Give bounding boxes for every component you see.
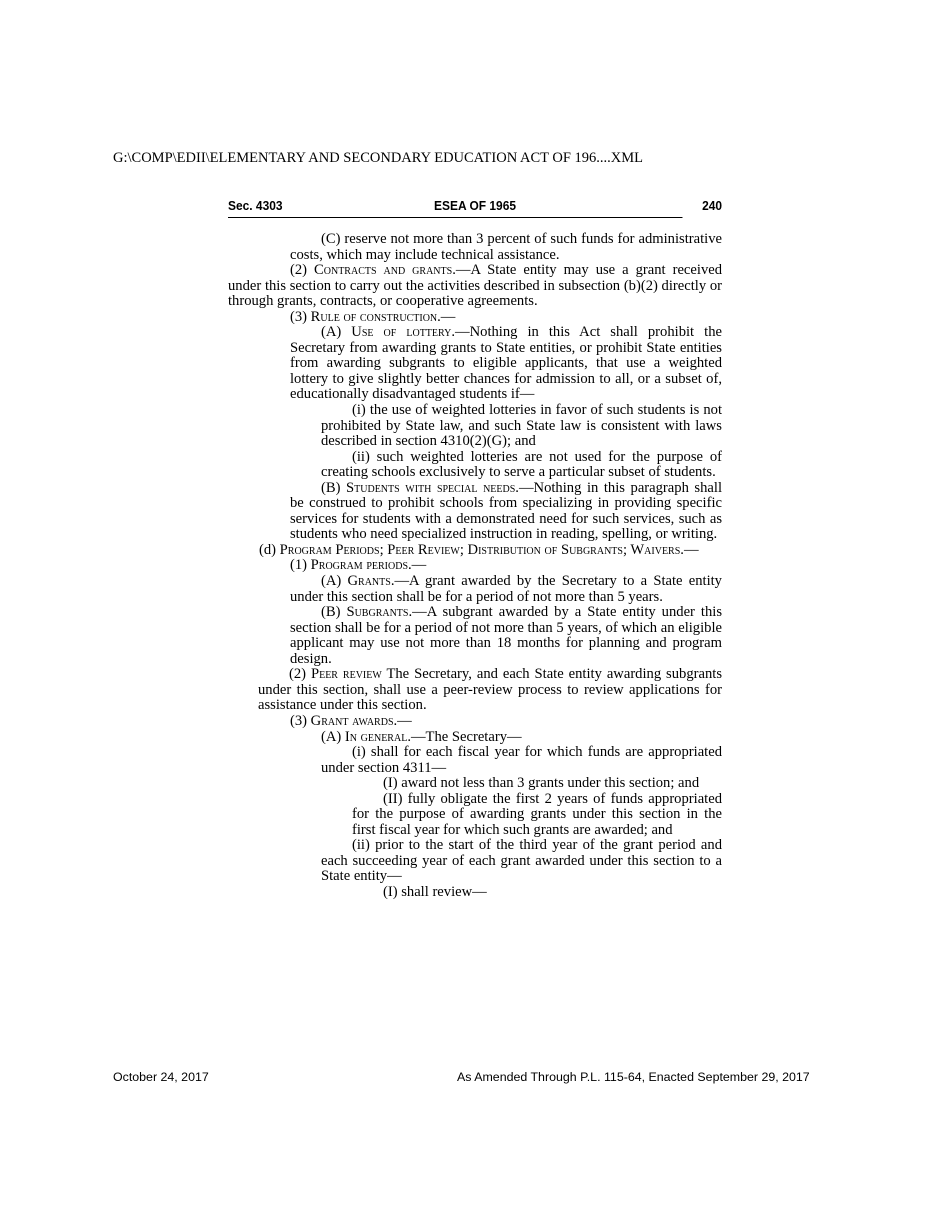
footer-date: October 24, 2017 xyxy=(113,1070,209,1084)
paragraph-a-in-general: (A) In general.—The Secretary— xyxy=(321,728,522,745)
paragraph-a-lottery: (A) Use of lottery.—Nothing in this Act shall prohibit the Secretary from awarding grants to State entities, or prohibit State entities from awarding subgrants to eligible applicants, that use a weighted lottery to give slightly better chances for admission to all, or a subset of, educationally disadvantaged students if— xyxy=(290,324,722,403)
paragraph-3-rule: (3) Rule of construction.— xyxy=(290,308,456,325)
paragraph-2-contracts: (2) Contracts and grants.—A State entity may use a grant received under this section to carry out the activities described in subsection (b)(2) directly or through grants, contracts, or cooperative agreements. xyxy=(228,262,723,310)
paragraph-I-award: (I) award not less than 3 grants under this section; and xyxy=(383,775,700,792)
document-body xyxy=(228,232,722,901)
paragraph-1-program-periods: (1) Program periods.— xyxy=(290,557,427,574)
paragraph-ii-weighted: (ii) such weighted lotteries are not used for the purpose of creating schools exclusively to serve a particular subset of students. xyxy=(321,448,722,481)
paragraph-I-review: (I) shall review— xyxy=(383,883,487,900)
paragraph-ii-prior: (ii) prior to the start of the third year of the grant period and each succeeding year of each grant awarded under this section to a State entity— xyxy=(321,837,722,885)
paragraph-b-special-needs: (B) Students with special needs.—Nothing in this paragraph shall be construed to prohibit schools from specializing in providing specific services for students with a demonstrated need for such services, such as students who need specialized instruction in reading, spelling, or writing. xyxy=(290,479,722,543)
paragraph-i-weighted: (i) the use of weighted lotteries in favor of such students is not prohibited by State law, and such State law is consistent with laws described in section 4310(2)(G); and xyxy=(321,402,722,450)
running-head xyxy=(228,197,723,218)
page-number: 240 xyxy=(702,198,723,213)
section-number: Sec. 4303 xyxy=(228,198,283,213)
file-path: G:\COMP\EDII\ELEMENTARY AND SECONDARY EDUCATION ACT OF 196....XML xyxy=(113,150,643,166)
paragraph-a-grants: (A) Grants.—A grant awarded by the Secretary to a State entity under this section shall be for a period of not more than 5 years. xyxy=(290,573,722,605)
paragraph-2-peer-review: (2) Peer review The Secretary, and each State entity awarding subgrants under this section, shall use a peer-review process to review applications for assistance under this section. xyxy=(258,666,722,714)
paragraph-b-subgrants: (B) Subgrants.—A subgrant awarded by a State entity under this section shall be for a period of not more than 5 years, of which an eligible applicant may use not more than 18 months for planning and program design. xyxy=(290,604,722,667)
paragraph-II-obligate: (II) fully obligate the first 2 years of funds appropriated for the purpose of awarding grants under this section in the first fiscal year for which such grants are awarded; and xyxy=(352,790,722,838)
paragraph-3-grant-awards: (3) Grant awards.— xyxy=(290,712,412,729)
footer-amendment-note: As Amended Through P.L. 115-64, Enacted September 29, 2017 xyxy=(457,1070,810,1084)
paragraph-c-reserve: (C) reserve not more than 3 percent of such funds for administrative costs, which may include technical assistance. xyxy=(290,231,722,263)
paragraph-i-fiscal-year: (i) shall for each fiscal year for which funds are appropriated under section 4311— xyxy=(321,744,722,776)
running-head-title: ESEA OF 1965 xyxy=(434,198,517,213)
paragraph-d-program-periods: (d) Program Periods; Peer Review; Distribution of Subgrants; Waivers.— xyxy=(259,541,699,558)
